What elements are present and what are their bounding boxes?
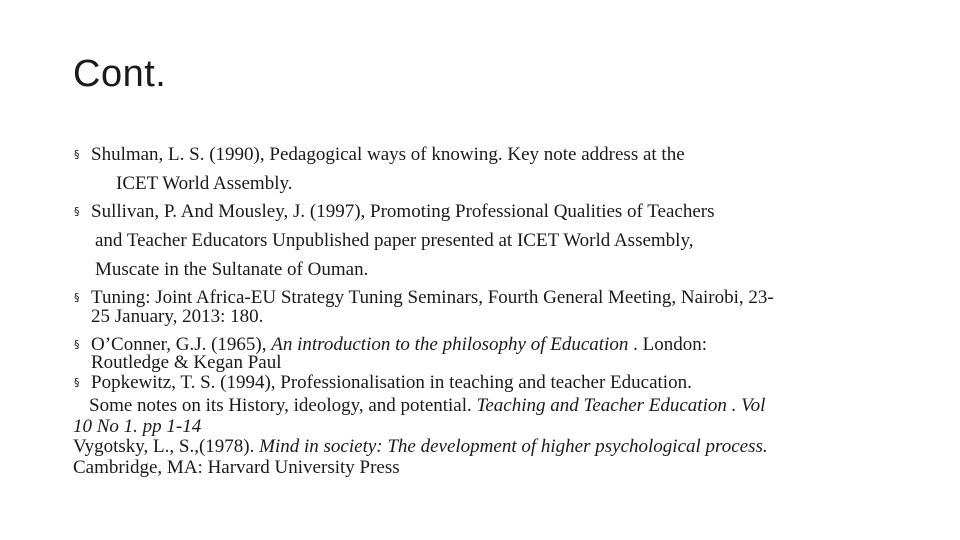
bullet-icon: § bbox=[74, 338, 80, 351]
reference-text: ICET World Assembly. bbox=[116, 173, 293, 194]
reference-text-author: O’Conner, G.J. (1965), bbox=[91, 334, 272, 355]
reference-text-plain: Some notes on its History, ideology, and potential. bbox=[89, 395, 477, 416]
reference-text: 10 No 1. pp 1-14 bbox=[73, 416, 202, 437]
bullet-icon: § bbox=[74, 205, 80, 218]
bullet-icon: § bbox=[74, 376, 80, 389]
reference-text: 25 January, 2013: 180. bbox=[91, 306, 264, 327]
reference-text bbox=[73, 436, 768, 458]
reference-text: Sullivan, P. And Mousley, J. (1997), Promoting Professional Qualities of Teachers bbox=[91, 201, 715, 222]
reference-text-journal: Teaching and Teacher Education . Vol bbox=[476, 395, 766, 416]
reference-text: and Teacher Educators Unpublished paper presented at ICET World Assembly, bbox=[95, 230, 694, 251]
bullet-icon: § bbox=[74, 148, 80, 161]
reference-text-author: Vygotsky, L., S.,(1978). bbox=[73, 436, 260, 457]
reference-text-title: An introduction to the philosophy of Education bbox=[271, 334, 629, 355]
reference-text: Shulman, L. S. (1990), Pedagogical ways of knowing. Key note address at the bbox=[91, 144, 685, 165]
bullet-icon: § bbox=[74, 291, 80, 304]
reference-text bbox=[89, 395, 765, 417]
reference-text: Cambridge, MA: Harvard University Press bbox=[73, 457, 400, 478]
slide-title: Cont. bbox=[73, 53, 167, 95]
reference-text: Muscate in the Sultanate of Ouman. bbox=[95, 259, 369, 280]
reference-text: Popkewitz, T. S. (1994), Professionalisation in teaching and teacher Education. bbox=[91, 372, 692, 393]
reference-text-title: Mind in society: The development of higher psychological process. bbox=[259, 436, 768, 457]
reference-text: Tuning: Joint Africa-EU Strategy Tuning Seminars, Fourth General Meeting, Nairobi, 23- bbox=[91, 287, 774, 308]
reference-text-publisher: . London: bbox=[628, 334, 707, 355]
reference-text: Routledge & Kegan Paul bbox=[91, 352, 282, 373]
